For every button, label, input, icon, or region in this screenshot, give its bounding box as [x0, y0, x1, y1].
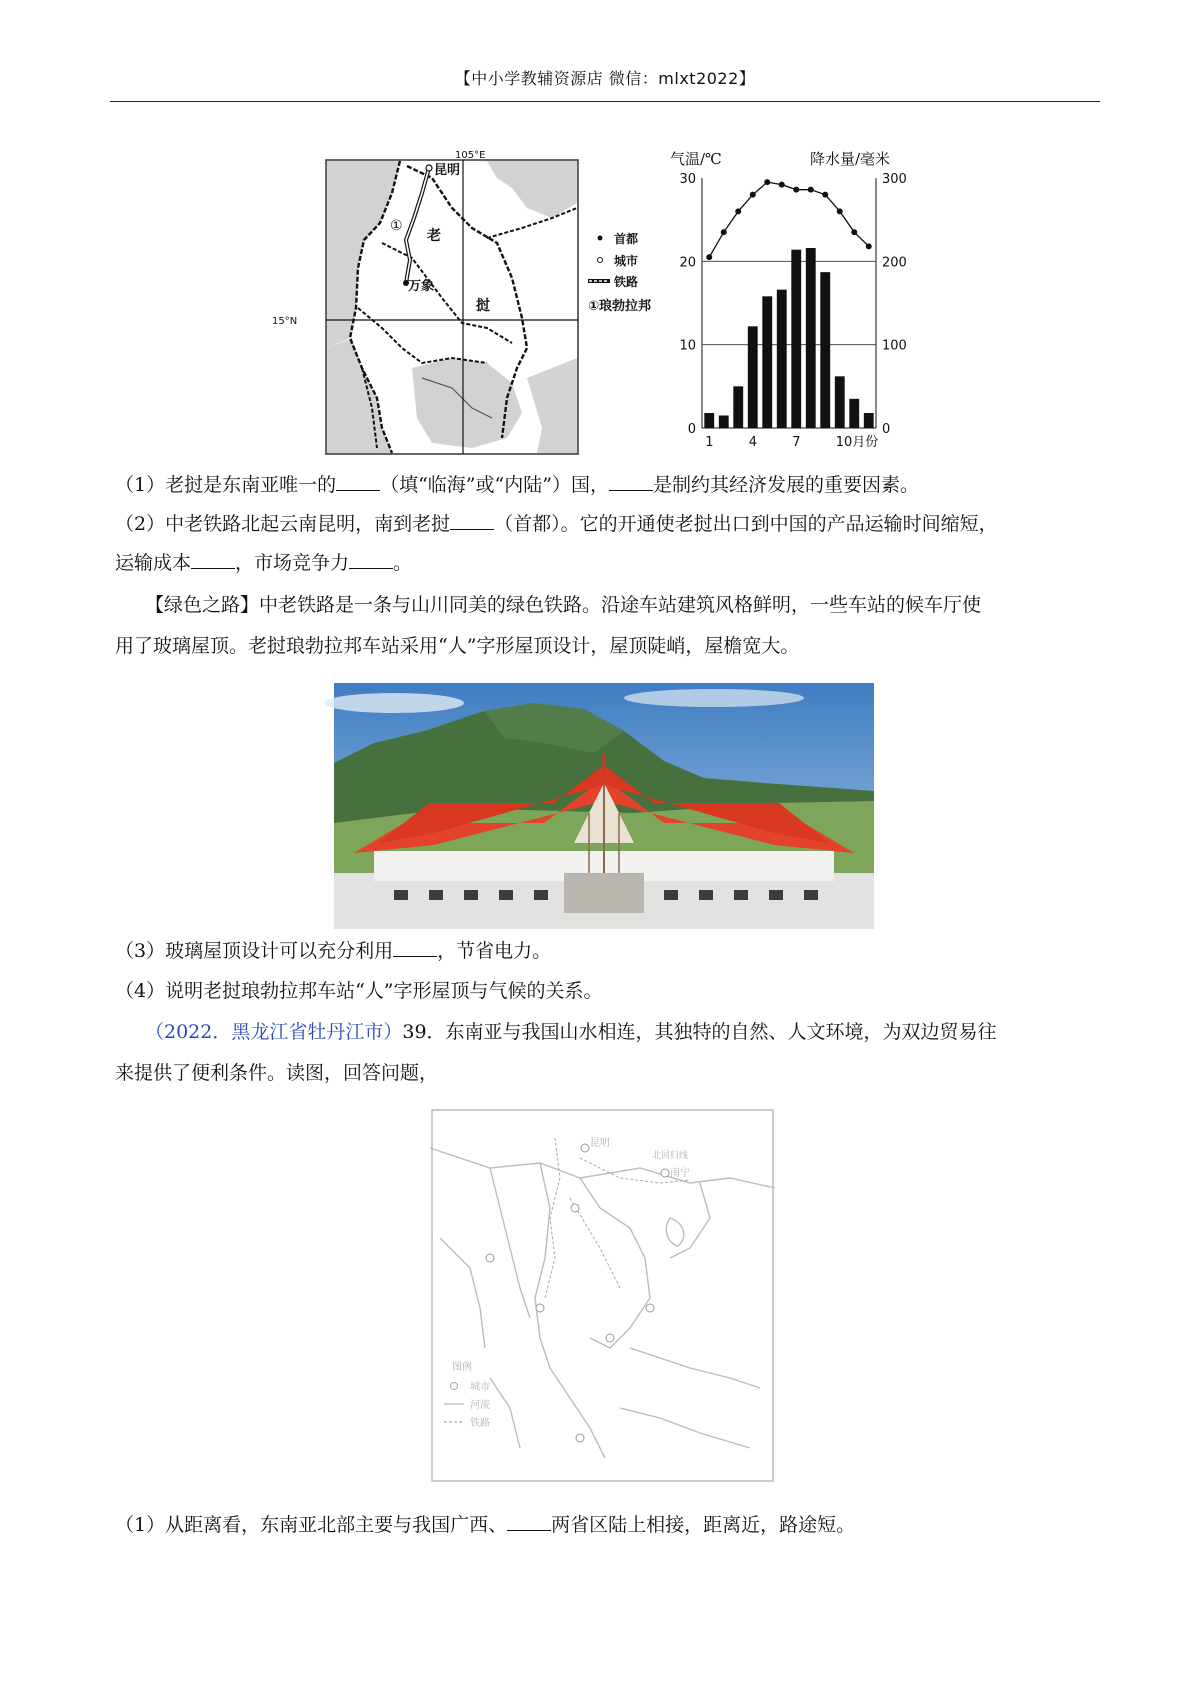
- temperature-point-12: [866, 243, 872, 249]
- temperature-point-6: [779, 182, 785, 188]
- climate-chart: [662, 148, 912, 456]
- label-kunming: 昆明: [434, 163, 461, 178]
- temperature-point-2: [721, 229, 727, 235]
- map2-label-tropic: 北回归线: [652, 1151, 689, 1161]
- q1-blank-2[interactable]: [609, 474, 653, 491]
- southeast-asia-map: [430, 1108, 775, 1483]
- map2-legend-river: 河流: [470, 1400, 490, 1411]
- map2-legend-title: 图例: [452, 1362, 472, 1373]
- q2-line-1: （2）中老铁路北起云南昆明，南到老挝 （首都）。它的开通使老挝出口到中国的产品运输时间缩短，: [115, 513, 998, 535]
- label-vientiane: 万象: [408, 279, 435, 294]
- chart-left-tick-2: 20: [679, 255, 696, 271]
- map2-legend-city: 城市: [470, 1382, 490, 1393]
- legend-capital-symbol: [598, 236, 603, 241]
- q39-line-1: （2022．黑龙江省牡丹江市）39．东南亚与我国山水相连，其独特的自然、人文环境，为双边贸易往: [145, 1021, 997, 1043]
- precip-bar-12: [864, 413, 874, 428]
- lat-label: 15°N: [272, 316, 298, 327]
- q3-blank[interactable]: [393, 940, 437, 957]
- page-header: 【中小学教辅资源店 微信：mlxt2022】: [454, 69, 756, 88]
- chart-right-tick-1: 100: [882, 338, 907, 354]
- legend-capital: 首都: [614, 232, 639, 246]
- chart-x-tick-0: 1: [705, 435, 714, 450]
- marker-luang-prabang: ①: [390, 218, 403, 234]
- temperature-point-10: [837, 208, 843, 214]
- chart-right-tick-2: 200: [882, 255, 907, 271]
- header-divider: [110, 101, 1100, 102]
- temperature-point-5: [764, 179, 770, 185]
- temperature-point-8: [808, 187, 814, 193]
- q2-blank-cost[interactable]: [191, 552, 235, 569]
- legend-city: 城市: [614, 254, 639, 268]
- map2-legend-railway: 铁路: [470, 1418, 490, 1429]
- q1-blank-1[interactable]: [336, 474, 380, 491]
- chart-x-tick-2: 7: [792, 435, 801, 450]
- temperature-point-7: [793, 187, 799, 193]
- chart-ylabel-left: 气温/℃: [670, 150, 722, 168]
- q2-blank-competition[interactable]: [349, 552, 393, 569]
- temperature-point-4: [750, 192, 756, 198]
- q3-line: （3）玻璃屋顶设计可以充分利用 ，节省电力。: [115, 940, 552, 962]
- luang-prabang-station-photo: [334, 683, 874, 929]
- label-lao-1: 老: [427, 228, 441, 244]
- green-road-line-1: 【绿色之路】中老铁路是一条与山川同美的绿色铁路。沿途车站建筑风格鲜明，一些车站的候车厅使: [145, 594, 982, 616]
- temperature-point-11: [851, 229, 857, 235]
- q39-1-line: （1）从距离看，东南亚北部主要与我国广西、 两省区陆上相接，距离近，路途短。: [115, 1514, 856, 1536]
- precip-bar-4: [748, 326, 758, 428]
- chart-ylabel-right: 降水量/毫米: [810, 150, 891, 168]
- temperature-line: [709, 182, 869, 257]
- map2-label-nanning: 南宁: [670, 1168, 690, 1179]
- chart-right-tick-3: 300: [882, 172, 907, 187]
- q39-source: （2022．黑龙江省牡丹江市）: [145, 1021, 403, 1043]
- q4-line: （4）说明老挝琅勃拉邦车站“人”字形屋顶与气候的关系。: [115, 980, 603, 1002]
- map2-label-kunming: 昆明: [590, 1138, 610, 1149]
- precip-bar-3: [733, 386, 743, 428]
- precip-bar-7: [791, 250, 801, 428]
- temperature-point-3: [735, 208, 741, 214]
- q1-line: （1）老挝是东南亚唯一的 （填“临海”或“内陆”）国， 是制约其经济发展的重要因素。: [115, 474, 919, 496]
- q2-line-2: 运输成本 ，市场竞争力 。: [115, 552, 413, 574]
- q2-blank-capital[interactable]: [450, 513, 494, 530]
- chart-right-tick-0: 0: [882, 422, 891, 437]
- precip-bar-1: [704, 413, 714, 428]
- chart-left-tick-3: 30: [679, 172, 696, 187]
- precip-bar-10: [835, 376, 845, 428]
- temperature-point-1: [706, 254, 712, 260]
- legend-railway: 铁路: [614, 275, 639, 289]
- q39-line-2: 来提供了便利条件。读图，回答问题，: [115, 1062, 439, 1084]
- green-road-line-2: 用了玻璃屋顶。老挝琅勃拉邦车站采用“人”字形屋顶设计，屋顶陡峭，屋檐宽大。: [115, 635, 800, 657]
- laos-railway-map: [272, 148, 682, 456]
- legend-city-symbol: [598, 258, 603, 263]
- q39-1-blank[interactable]: [507, 1514, 551, 1531]
- chart-left-tick-0: 0: [687, 422, 696, 437]
- label-lao-2: 挝: [476, 298, 490, 314]
- precip-bar-2: [719, 416, 729, 429]
- precip-bar-11: [849, 399, 859, 428]
- precip-bar-8: [806, 248, 816, 428]
- temperature-point-9: [822, 192, 828, 198]
- legend-luang-prabang: ①琅勃拉邦: [588, 299, 652, 314]
- precip-bar-6: [777, 290, 787, 428]
- chart-left-tick-1: 10: [679, 338, 696, 354]
- precip-bar-5: [762, 296, 772, 428]
- chart-x-tick-1: 4: [748, 435, 758, 450]
- precip-bar-9: [820, 272, 830, 428]
- chart-x-tick-3: 10月份: [835, 435, 879, 450]
- lon-label: 105°E: [455, 150, 486, 161]
